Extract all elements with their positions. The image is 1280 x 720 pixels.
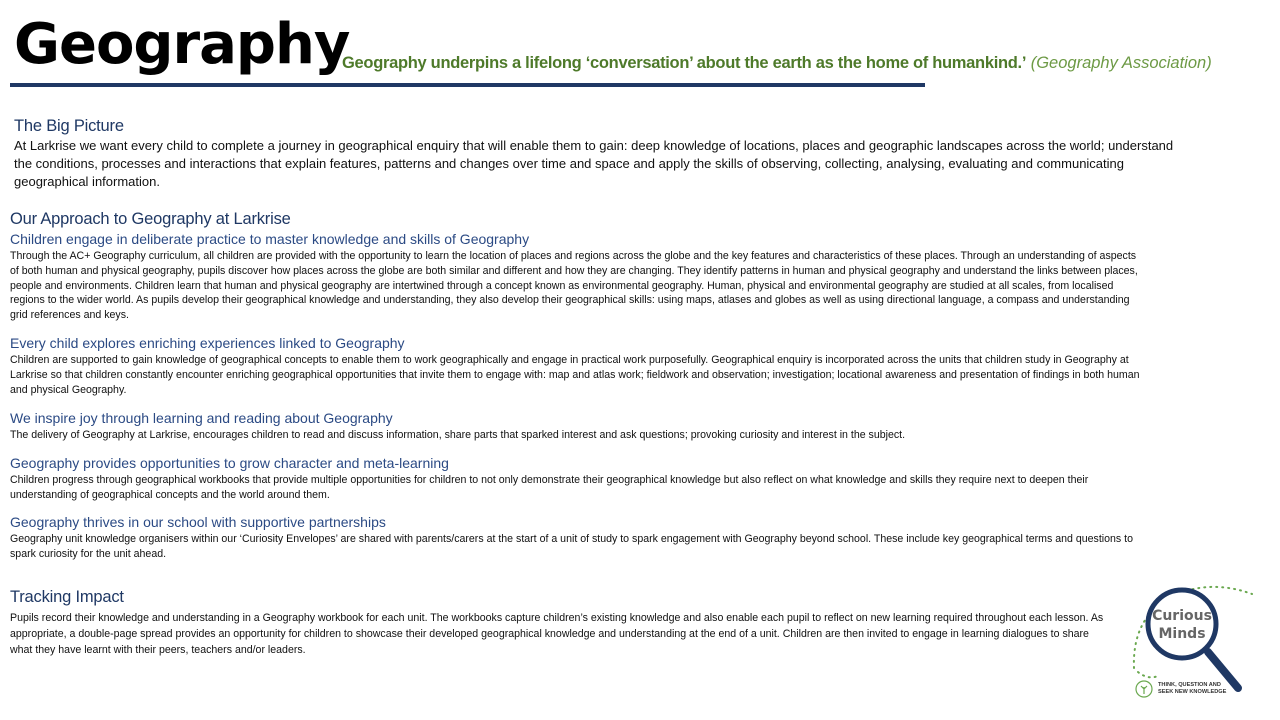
section-subheading: Geography provides opportunities to grow character and meta-learning: [10, 455, 449, 471]
big-picture-body: At Larkrise we want every child to complete a journey in geographical enquiry that will enable them to gain: deep knowledge of locations, places and geographic landscapes across the world; understand the conditions, processes and interactions that explain features, patterns and changes over time and space and apply the skills of observing, collecting, analysing, evaluating and communicating geographical information.: [14, 138, 1174, 189]
big-picture-heading: The Big Picture: [14, 117, 124, 135]
approach-section: [10, 410, 1140, 443]
section-subheading: Children engage in deliberate practice to master knowledge and skills of Geography: [10, 231, 530, 247]
quote-source: (Geography Association): [1030, 54, 1212, 72]
section-body: The delivery of Geography at Larkrise, encourages children to read and discuss information, share parts that sparked interest and ask questions; provoking curiosity and interest in the subject.: [10, 429, 906, 441]
approach-section: [10, 455, 1140, 503]
approach-heading: Our Approach to Geography at Larkrise: [10, 210, 291, 228]
section-subheading: Every child explores enriching experiences linked to Geography: [10, 335, 405, 351]
section-body: Through the AC+ Geography curriculum, all children are provided with the opportunity to learn the location of places and regions across the globe and the key features and characteristics of these places. Through an understanding of aspects of both human and physical geography, pupils discover how places across the globe are both similar and different and how they are changing. They identify patterns in human and physical geography and understand the links between places, people and environments. Children learn that human and physical geography are intertwined through a concept known as environmental geography. Human, physical and environmental geography are studied at all scales, from localised regions to the wider world. As pupils develop their geographical knowledge and understanding, they also develop their geographical skills: using maps, atlases and globes as well as using directional language, a compass and understanding grid references and keys.: [10, 250, 1138, 322]
logo-tagline-line: THINK, QUESTION AND: [1158, 682, 1221, 688]
section-subheading: Geography thrives in our school with supportive partnerships: [10, 514, 386, 530]
header-quote: [342, 52, 1212, 74]
header-divider: [10, 83, 925, 87]
tree-icon: [1135, 680, 1153, 698]
section-body: Children are supported to gain knowledge of geographical concepts to enable them to work geographically and engage in practical work purposefully. Geographical enquiry is incorporated across the units that children study in Geography at Larkrise so that children constantly encounter enriching geographical opportunities that invite them to engage with: map and atlas work; fieldwork and observation; investigation; locational awareness and presentation of findings in both human and physical Geography.: [10, 354, 1140, 396]
logo-tagline-line: SEEK NEW KNOWLEDGE: [1158, 689, 1227, 695]
tracking-heading: Tracking Impact: [10, 588, 124, 606]
section-body: Geography unit knowledge organisers within our ‘Curiosity Envelopes’ are shared with parents/carers at the start of a unit of study to spark engagement with Geography beyond school. These include key geographical terms and questions to spark curiosity for the unit ahead.: [10, 533, 1133, 560]
approach-section: [10, 514, 1140, 562]
section-subheading: We inspire joy through learning and reading about Geography: [10, 410, 393, 426]
logo-word-minds: Minds: [1158, 626, 1206, 642]
logo-word-curious: Curious: [1152, 608, 1212, 624]
page-title: Geography: [14, 12, 350, 77]
section-body: Children progress through geographical workbooks that provide multiple opportunities for children to not only demonstrate their geographical knowledge but also reflect on what knowledge and skills they require next to deepen their understanding of geographical concepts and the world around them.: [10, 474, 1089, 501]
logo-tagline: [1158, 682, 1228, 696]
approach-section: [10, 335, 1140, 397]
approach-section: [10, 231, 1140, 323]
tracking-body: Pupils record their knowledge and understanding in a Geography workbook for each unit. The workbooks capture children’s existing knowledge and also enable each pupil to reflect on new learning required throughout each lesson. As appropriate, a double-page spread provides an opportunity for children to showcase their developed geographical knowledge and understanding at the end of a unit. Children are then invited to engage in learning dialogues to share what they have learnt with their peers, teachers and/or leaders.: [10, 612, 1104, 656]
quote-text: Geography underpins a lifelong ‘conversation’ about the earth as the home of humankind.’: [342, 54, 1027, 72]
